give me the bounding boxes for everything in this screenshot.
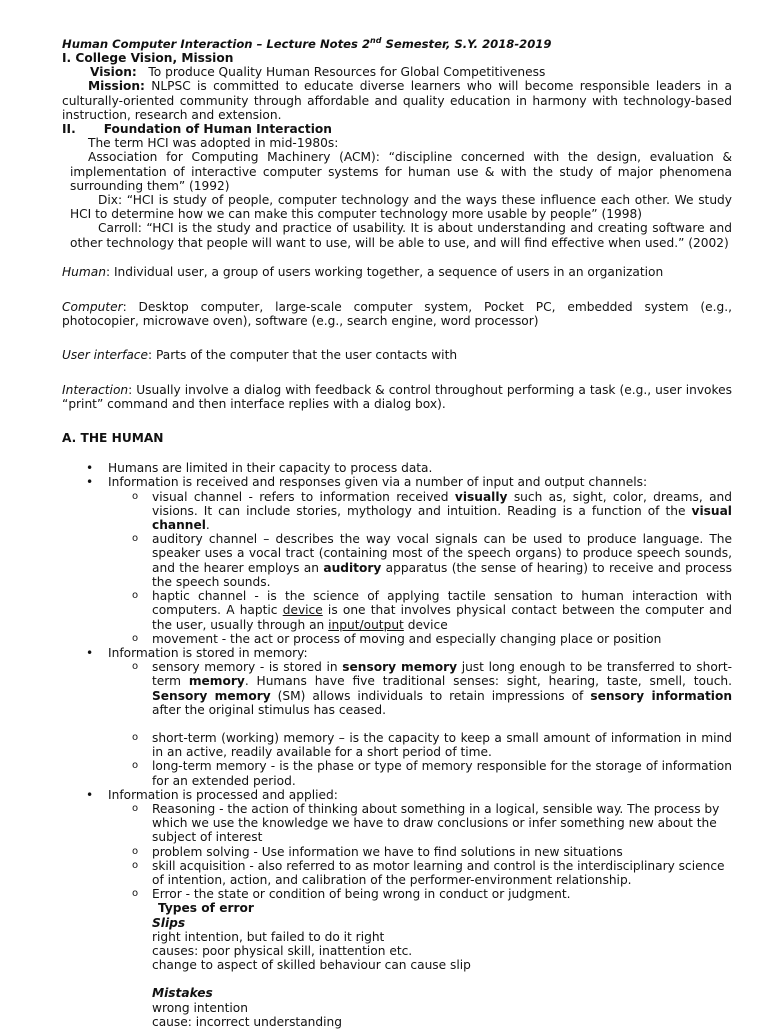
human-bullet-list [62, 461, 732, 901]
list-item-skill-acquisition: o skill acquisition - also referred to as motor learning and control is the interdisciplinary science of intention, action, and calibration of the performer-environment relationship. [132, 858, 725, 887]
circle-bullet-icon: o [132, 632, 139, 644]
types-of-error-block [62, 901, 732, 1029]
slips-line-2: causes: poor physical skill, inattention etc. [152, 943, 413, 958]
bullet-icon: • [86, 787, 94, 802]
definition-computer: Computer: Desktop computer, large-scale computer system, Pocket PC, embedded system (e.g., photocopier, microwave oven), software (e.g., search engine, word processor) [62, 300, 732, 329]
bullet-icon: • [86, 645, 94, 660]
channel-sublist [62, 490, 732, 646]
slips-line-3: change to aspect of skilled behaviour can cause slip [152, 958, 471, 973]
circle-bullet-icon: o [132, 859, 139, 871]
circle-bullet-icon: o [132, 731, 139, 743]
carroll-definition: Carroll: “HCI is the study and practice of usability. It is about understanding and creating software and other technology that people will want to use, will be able to use, and will find effective when used.” (2002) [70, 221, 732, 250]
vision-paragraph: Vision: To produce Quality Human Resources for Global Competitiveness [90, 65, 546, 80]
circle-bullet-icon: o [132, 845, 139, 857]
list-item-movement: o movement - the act or process of moving and especially changing place or position [132, 631, 662, 646]
list-item-sensory: o sensory memory - is stored in sensory memory just long enough to be transferred to short-term memory. Humans have five traditional senses: sight, hearing, taste, smell, touch. Sensory memory (SM) allows individuals to retain impressions of sensory information after the original stimulus has ceased. [132, 660, 733, 717]
mistakes-heading: Mistakes [152, 986, 213, 1001]
memory-sublist [62, 660, 732, 788]
section-heading-foundation: II. Foundation of Human Interaction [62, 122, 332, 137]
list-item-visual: o visual channel - refers to information received visually such as, sight, color, dreams, and visions. It can include stories, mythology and intuition. Reading is a function of the visual channel. [132, 489, 732, 533]
list-item-problem-solving: o problem solving - Use information we have to find solutions in new situations [132, 844, 623, 859]
dix-definition: Dix: “HCI is study of people, computer technology and the ways these influence each other. We study HCI to determine how we can make this computer technology more usable by people” (1998) [70, 193, 732, 222]
circle-bullet-icon: o [132, 590, 139, 602]
bullet-icon: • [86, 475, 94, 490]
slips-line-1: right intention, but failed to do it right [152, 929, 385, 944]
list-item: • Information is processed and applied: o Reasoning - the action of thinking about something in a logical, sensible way. The process by which we use the knowledge we have to draw conclusions or infer something new about the subject of interest o problem solving - Use information we have to find solutions in new situations o skill acquisition - also referred to as motor learning and control is the interdisciplinary science of intention, action, and calibration of the performer-environment relationship. o Error - the state or condition of being wrong in conduct or judgment. [62, 788, 732, 902]
circle-bullet-icon: o [132, 533, 139, 545]
mistakes-line-1: wrong intention [152, 1000, 248, 1015]
circle-bullet-icon: o [132, 661, 139, 673]
slips-heading: Slips [152, 915, 186, 930]
circle-bullet-icon: o [132, 802, 139, 814]
list-item-short-term: o short-term (working) memory – is the capacity to keep a small amount of information in mind in an active, readily available for a short period of time. [132, 730, 732, 760]
circle-bullet-icon: o [132, 760, 139, 772]
definition-interaction: Interaction: Usually involve a dialog with feedback & control throughout performing a task (e.g., user invokes “print” command and then interface replies with a dialog box). [62, 382, 732, 411]
list-item-long-term: o long-term memory - is the phase or type of memory responsible for the storage of information for an extended period. [132, 759, 732, 788]
list-item-auditory: o auditory channel – describes the way vocal signals can be used to produce language. The speaker uses a vocal tract (containing most of the speech organs) to produce speech sounds, and the hearer employs an auditory apparatus (the sense of hearing) to receive and process the speech sounds. [132, 532, 732, 589]
list-item: • Information is stored in memory: o sensory memory - is stored in sensory memory just long enough to be transferred to short-term memory. Humans have five traditional senses: sight, hearing, taste, smell, touch. Sensory memory (SM) allows individuals to retain impressions of sensory information after the original stimulus has ceased. o short-term (working) memory – is the capacity to keep a small amount of information in mind in an active, readily available for a short period of time. o long-term memory - is the phase or type of memory responsible for the storage of information for an extended period. [62, 646, 732, 788]
definition-user-interface: User interface: Parts of the computer that the user contacts with [62, 348, 458, 363]
section-heading-the-human: A. THE HUMAN [62, 431, 164, 446]
list-item-error: o Error - the state or condition of being wrong in conduct or judgment. [132, 887, 571, 902]
types-of-error-heading: Types of error [158, 901, 254, 916]
document-page [62, 38, 732, 1029]
circle-bullet-icon: o [132, 490, 139, 502]
acm-definition: Association for Computing Machinery (ACM): “discipline concerned with the design, evaluation & implementation of interactive computer systems for human use & with the study of major phenomena surrounding them” (1992) [70, 150, 732, 193]
mistakes-line-2: cause: incorrect understanding [152, 1014, 342, 1029]
circle-bullet-icon: o [132, 888, 139, 900]
list-item: • Humans are limited in their capacity to process data. [86, 461, 433, 476]
list-item-haptic: o haptic channel - is the science of applying tactile sensation to human interaction with computers. A haptic device is one that involves physical contact between the computer and the user, usually through an input/output device [132, 589, 732, 632]
list-item: • Information is received and responses given via a number of input and output channels: o visual channel - refers to information received visually such as, sight, color, dreams, and visions. It can include stories, mythology and intuition. Reading is a function of the visual channel. o auditory channel – describes the way vocal signals can be used to produce language. The speaker uses a vocal tract (containing most of the speech organs) to produce speech sounds, and the hearer employs an auditory apparatus (the sense of hearing) to receive and process the speech sounds. o haptic channel - is the science of applying tactile sensation to human interaction with computers. A haptic device is one that involves physical contact between the computer and the user, usually through an input/output device o movement - the act or process of moving and especially changing place or position [62, 475, 732, 645]
hci-adopted-text: The term HCI was adopted in mid-1980s: [88, 136, 339, 151]
list-item-reasoning: o Reasoning - the action of thinking about something in a logical, sensible way. The process by which we use the knowledge we have to draw conclusions or infer something new about the subject of interest [132, 801, 720, 845]
processing-sublist [62, 802, 732, 901]
document-header: Human Computer Interaction – Lecture Notes 2nd Semester, S.Y. 2018-2019 [62, 36, 552, 51]
bullet-icon: • [86, 461, 94, 476]
section-heading-vision-mission: I. College Vision, Mission [62, 51, 234, 65]
mission-paragraph: Mission: NLPSC is committed to educate diverse learners who will become responsible leaders in a culturally-oriented community through affordable and quality education in harmony with technology-based instruction, research and extension. [62, 79, 733, 122]
definition-human: Human: Individual user, a group of users working together, a sequence of users in an organization [62, 264, 664, 279]
